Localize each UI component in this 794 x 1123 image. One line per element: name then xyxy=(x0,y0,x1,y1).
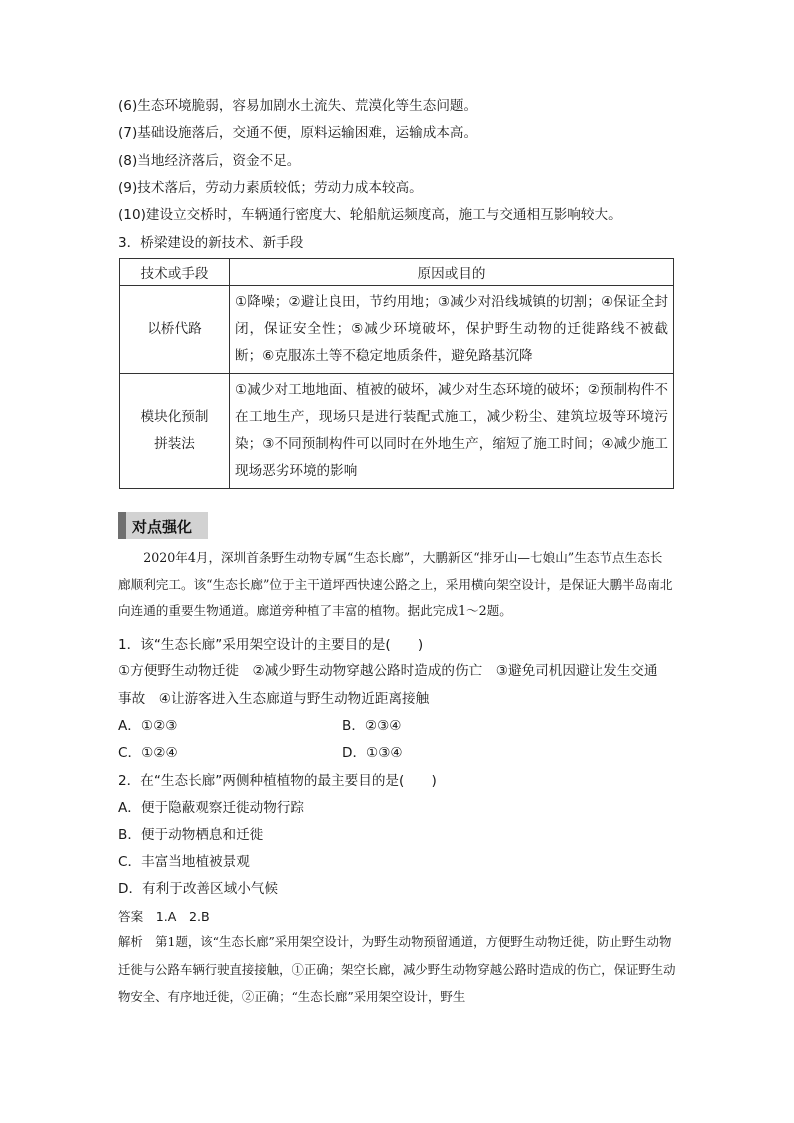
q1-stem: 1．该“生态长廊”采用架空设计的主要目的是( ) xyxy=(118,637,424,653)
item-7: (7)基础设施落后，交通不便，原料运输困难，运输成本高。 xyxy=(118,125,478,141)
q2-option-b: B．便于动物栖息和迁徙 xyxy=(118,827,264,843)
item-6: (6)生态环境脆弱，容易加剧水土流失、荒漠化等生态问题。 xyxy=(118,98,478,114)
q1-option-b: B．②③④ xyxy=(342,718,402,734)
tech-table xyxy=(119,258,674,489)
table-header-row xyxy=(120,259,674,286)
item-10: (10)建设立交桥时，车辆通行密度大、轮船航运频度高，施工与交通相互影响较大。 xyxy=(118,207,622,223)
item-9: (9)技术落后，劳动力素质较低；劳动力成本较高。 xyxy=(118,180,423,196)
section-tag-bar xyxy=(118,512,126,539)
q2-option-d: D．有利于改善区域小气候 xyxy=(118,881,278,897)
section-tag-label: 对点强化 xyxy=(132,518,193,536)
q2-option-a: A．便于隐蔽观察迁徙动物行踪 xyxy=(118,800,305,816)
table-row xyxy=(120,286,674,374)
section-tag xyxy=(118,512,208,539)
q2-stem: 2．在“生态长廊”两侧种植植物的最主要目的是( ) xyxy=(118,773,437,789)
q2-option-c: C．丰富当地植被景观 xyxy=(118,854,250,870)
explanation: 解析 第1题，该“生态长廊”采用架空设计，为野生动物预留通道，方便野生动物迁徙，防止野生动物迁徙与公路车辆行驶直接接触，①正确；架空长廊，减少野生动物穿越公路时造成的伤亡，保证野生动物安全、有序地迁徙，②正确；“生态长廊”采用架空设计，野生 xyxy=(118,934,676,1004)
table-row xyxy=(120,374,674,489)
passage: 2020年4月，深圳首条野生动物专属“生态长廊”，大鹏新区“排牙山—七娘山”生态节点生态长廊顺利完工。该“生态长廊”位于主干道坪西快速公路之上，采用横向架空设计，是保证大鹏半岛南北向连通的重要生物通道。廊道旁种植了丰富的植物。据此完成1～2题。 xyxy=(118,550,673,618)
table-header-cell: 技术或手段 xyxy=(120,259,230,286)
table-cell-name: 模块化预制拼装法 xyxy=(120,374,230,489)
table-header-cell: 原因或目的 xyxy=(230,259,674,286)
answer: 答案 1.A 2.B xyxy=(118,909,210,924)
table-cell-desc: ①降噪；②避让良田，节约用地；③减少对沿线城镇的切割；④保证全封闭，保证安全性；⑤减少环境破坏，保护野生动物的迁徙路线不被截断；⑥克服冻土等不稳定地质条件，避免路基沉降 xyxy=(230,286,674,374)
q1-option-c: C．①②④ xyxy=(118,745,178,761)
q1-option-d: D．①③④ xyxy=(342,745,403,761)
q1-statements-line2: 事故 ④让游客进入生态廊道与野生动物近距离接触 xyxy=(118,691,430,707)
section3-heading: 3．桥梁建设的新技术、新手段 xyxy=(118,235,304,251)
table-cell-desc: ①减少对工地地面、植被的破坏，减少对生态环境的破坏；②预制构件不在工地生产，现场只是进行装配式施工，减少粉尘、建筑垃圾等环境污染；③不同预制构件可以同时在外地生产，缩短了施工时间；④减少施工现场恶劣环境的影响 xyxy=(230,374,674,489)
item-8: (8)当地经济落后，资金不足。 xyxy=(118,153,301,169)
q1-statements-line1: ①方便野生动物迁徙 ②减少野生动物穿越公路时造成的伤亡 ③避免司机因避让发生交通 xyxy=(118,663,658,679)
table-cell-name: 以桥代路 xyxy=(120,286,230,374)
q1-option-a: A．①②③ xyxy=(118,718,178,734)
